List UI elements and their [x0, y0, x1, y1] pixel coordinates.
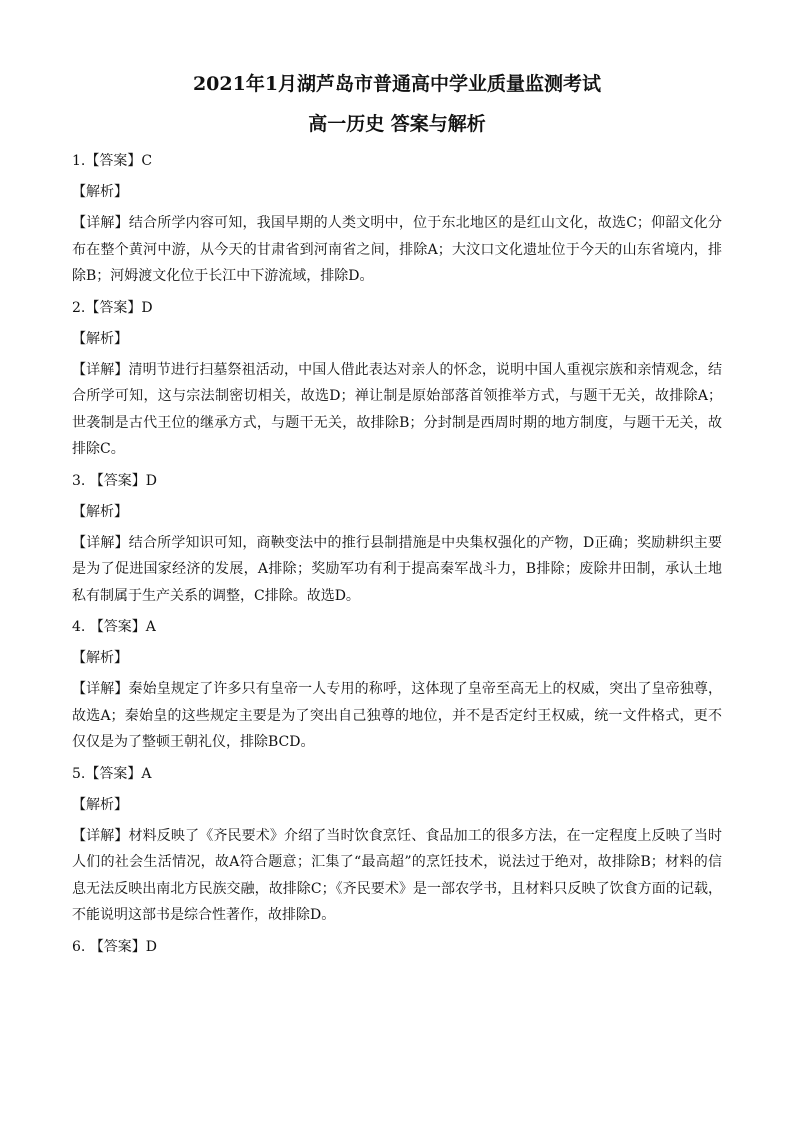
- analysis-label: 【解析】: [72, 184, 128, 200]
- question-6: [72, 934, 722, 960]
- question-5: [72, 761, 722, 929]
- detail-text: 【详解】清明节进行扫墓祭祖活动，中国人借此表达对亲人的怀念，说明中国人重视宗族和亲情观念，结合所学可知，这与宗法制密切相关，故选D；禅让制是原始部落首领推举方式，与题干无关，故排除A；世袭制是古代王位的继承方式，与题干无关，故排除B；分封制是西周时期的地方制度，与题干无关，故排除C。: [72, 361, 722, 457]
- answer-line: 3. 【答案】D: [72, 472, 158, 489]
- answer-line: 4. 【答案】A: [72, 619, 156, 635]
- analysis-label: 【解析】: [72, 650, 128, 666]
- detail-text: 【详解】材料反映了《齐民要术》介绍了当时饮食烹饪、食品加工的很多方法，在一定程度上反映了当时人们的社会生活情况，故A符合题意；汇集了“最高超”的烹饪技术，说法过于绝对，故排除B；材料的信息无法反映出南北方民族交融，故排除C；《齐民要术》是一部农学书，且材料只反映了饮食方面的记载，不能说明这部书是综合性著作，故排除D。: [72, 827, 722, 923]
- answer-line: 5.【答案】A: [72, 765, 152, 782]
- answer-line: 1.【答案】C: [72, 153, 153, 169]
- analysis-label: 【解析】: [72, 330, 128, 347]
- question-2: [72, 295, 722, 463]
- question-4: [72, 614, 722, 756]
- detail-text: 【详解】结合所学知识可知，商鞅变法中的推行县制措施是中央集权强化的产物，D正确；奖励耕织主要是为了促进国家经济的发展，A排除；奖励军功有利于提高秦军战斗力，B排除；废除井田制，承认土地私有制属于生产关系的调整，C排除。故选D。: [72, 534, 722, 604]
- question-3: [72, 468, 722, 610]
- detail-text: 【详解】秦始皇规定了许多只有皇帝一人专用的称呼，这体现了皇帝至高无上的权威，突出了皇帝独尊，故选A；秦始皇的这些规定主要是为了突出自己独尊的地位，并不是否定纣王权威，统一文件格式，更不仅仅是为了整顿王朝礼仪，排除BCD。: [72, 681, 722, 750]
- analysis-label: 【解析】: [72, 796, 128, 813]
- question-1: [72, 148, 722, 290]
- detail-text: 【详解】结合所学内容可知，我国早期的人类文明中，位于东北地区的是红山文化，故选C；仰韶文化分布在整个黄河中游，从今天的甘肃省到河南省之间，排除A；大汶口文化遗址位于今天的山东省境内，排除B；河姆渡文化位于长江中下游流域，排除D。: [72, 215, 722, 284]
- document-title: 2021年1月湖芦岛市普通高中学业质量监测考试: [192, 73, 602, 95]
- answer-line: 2.【答案】D: [72, 299, 153, 316]
- document-subtitle: 高一历史 答案与解析: [308, 113, 486, 135]
- answer-line: 6. 【答案】D: [72, 938, 158, 955]
- analysis-label: 【解析】: [72, 503, 128, 520]
